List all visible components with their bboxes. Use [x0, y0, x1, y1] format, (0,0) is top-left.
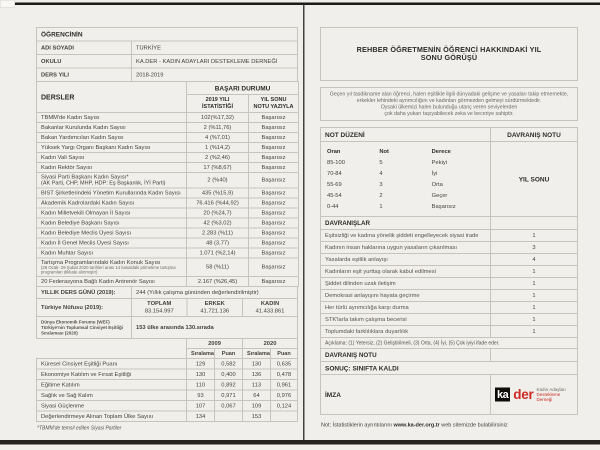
kader-logo-line2: Destekleme Derneği	[536, 392, 561, 402]
ranking-name: Ekonomiye Katılım ve Fırsat Eşitliği	[37, 369, 187, 380]
table-row	[321, 362, 578, 375]
course-name-cell	[37, 208, 187, 218]
behavior-name: Kadının insan haklarına uygun yasaların çıkarılması	[321, 242, 491, 254]
behavior-grade-label: DAVRANIŞ NOTU	[321, 349, 491, 362]
rankings-table	[36, 338, 298, 422]
behavior-score: 3	[491, 242, 578, 254]
ranking-value: 0,124	[271, 401, 298, 412]
course-grade: Başarısız	[249, 143, 299, 153]
ranking-value: 129	[187, 359, 215, 370]
scan-corner-artifact	[0, 0, 15, 8]
table-row	[321, 217, 578, 230]
course-row	[37, 143, 299, 153]
course-name-cell	[37, 153, 187, 163]
course-name-cell	[37, 218, 187, 228]
grade-scale-value: 45-54	[327, 192, 342, 199]
courses-table	[36, 81, 299, 287]
course-name-cell	[37, 258, 187, 277]
table-row	[37, 41, 298, 55]
ranking-value: 0,582	[215, 359, 243, 370]
rankings-subhead-rank-2020: Sıralama	[243, 349, 271, 359]
ranking-value: 0,478	[271, 369, 298, 380]
student-year-value: 2018-2019	[132, 68, 298, 82]
course-row	[37, 123, 299, 133]
behavior-score: 1	[491, 302, 578, 314]
course-row	[37, 173, 299, 188]
course-grade: Başarısız	[249, 123, 299, 133]
rankings-year-2009: 2009	[187, 339, 243, 349]
signature-label: İMZA	[321, 375, 491, 415]
ranking-name: Küresel Cinsiyet Eşitliği Puanı	[37, 359, 187, 370]
student-school-value: KA.DER - KADIN ADAYLARI DESTEKLEME DERNEĞİ	[132, 55, 298, 69]
opinion-line: erkekler lehindeki ayrımcılığını ve kadınları görmezden gelmeyi sürdürmektedir.	[356, 97, 542, 104]
ranking-value: 0,892	[215, 380, 243, 391]
course-grade: Başarısız	[249, 173, 299, 188]
course-grade: Başarısız	[249, 228, 299, 238]
scan-bottom-edge	[0, 440, 600, 445]
behavior-name: Yasalarda eşitlik anlayışı	[321, 254, 491, 266]
grade-scale-value: 70-84	[327, 170, 342, 177]
course-grade: Başarısız	[249, 163, 299, 173]
behavior-score: 1	[491, 278, 578, 290]
course-grade: Başarısız	[249, 277, 299, 287]
course-name-cell	[37, 228, 187, 238]
population-male-cell	[187, 299, 243, 317]
behaviors-title: DAVRANIŞLAR	[321, 217, 491, 230]
course-name-cell	[37, 123, 187, 133]
kader-logo-cell	[491, 375, 578, 415]
grade-scale-title: NOT DÜZENİ	[321, 128, 491, 142]
school-days-value: 244 (Yıllık çalışma gününden değerlendirilmiştir)	[132, 287, 298, 299]
behavior-row	[321, 314, 578, 326]
ranking-row	[37, 359, 298, 370]
course-name-cell	[37, 277, 187, 287]
course-stat: 1 (%14,2)	[187, 143, 249, 153]
behavior-name: Demokrasi anlayışını hayata geçirme	[321, 290, 491, 302]
course-row	[37, 198, 299, 208]
behavior-name: STK'larla takım çalışma becerisi	[321, 314, 491, 326]
course-name-cell	[37, 133, 187, 143]
behavior-score: 1	[491, 326, 578, 338]
behavior-grade-header: DAVRANIŞ NOTU	[491, 128, 578, 142]
course-row	[37, 238, 299, 248]
course-name-cell	[37, 248, 187, 258]
course-row	[37, 153, 299, 163]
ranking-value: 0,961	[271, 380, 298, 391]
right-page	[320, 27, 578, 428]
kader-logo-line1: Kadın Adayları	[536, 387, 566, 392]
student-year-label: DERS YILI	[37, 68, 132, 82]
ranking-row	[37, 380, 298, 391]
ranking-value: 130	[187, 369, 215, 380]
ranking-value: 109	[243, 401, 271, 412]
course-grade: Başarısız	[249, 133, 299, 143]
course-name: Bakan Yardımcıları Kadın Sayısı	[41, 134, 124, 141]
left-page	[36, 27, 298, 431]
ranking-row	[37, 390, 298, 401]
behavior-score: 1	[491, 314, 578, 326]
grade-scale-value: 2	[379, 192, 383, 199]
course-name-note: (28 Ocak- 29 Şubat 2020 tarihleri arası 14 kanaldaki primetime tartışma programları dikkate alınmıştır)	[41, 264, 176, 275]
grade-scale-value: 3	[379, 181, 383, 188]
course-name: Siyasi Parti Başkanı Kadın Sayısı*	[41, 174, 129, 180]
table-row	[321, 128, 578, 142]
grade-scale-value: Geçer	[431, 192, 448, 199]
ranking-value: 107	[187, 401, 215, 412]
courses-header: DERSLER	[37, 82, 187, 113]
behavior-row	[321, 278, 578, 290]
course-row	[37, 188, 299, 198]
course-name-cell	[37, 143, 187, 153]
course-name: Bakanlar Kurulunda Kadın Sayısı	[41, 124, 126, 131]
course-stat: 58 (%11)	[187, 258, 249, 277]
course-name: Yüksek Yargı Organı Başkanı Kadın Sayısı	[41, 144, 151, 151]
course-row	[37, 248, 299, 258]
grade-scale-value: 4	[379, 170, 383, 177]
ranking-name: Değerlendirmeye Alınan Toplam Ülke Sayısı	[37, 411, 187, 422]
course-name-cell	[37, 188, 187, 198]
result-line: SONUÇ: SINIFTA KALDI	[321, 362, 578, 375]
course-stat: 20 (%24,7)	[187, 208, 249, 218]
ranking-value: 130	[243, 359, 271, 370]
year-end-cell: YIL SONU	[491, 142, 578, 217]
course-grade: Başarısız	[249, 198, 299, 208]
table-row	[37, 349, 298, 359]
wef-value: 153 ülke arasında 130.sırada	[132, 317, 298, 339]
opinion-line: Geçen yıl tasdikname alan öğrenci, halen eşitlikle ilgili dünyadaki gelişme ve yasaları takip etmemekte,	[329, 91, 569, 97]
course-row	[37, 163, 299, 173]
rankings-year-2020: 2020	[243, 339, 298, 349]
course-name: Kadın Vali Sayısı	[41, 154, 85, 161]
course-stat: 435 (%15,9)	[187, 188, 249, 198]
grade-scale-value: 55-69	[327, 181, 342, 188]
behavior-row	[321, 254, 578, 266]
kader-logo-ka: ka	[497, 388, 509, 401]
grade-column-header: YIL SONU NOTU YAZIYLA	[249, 95, 299, 113]
course-name: Kadın Muhtar Sayısı	[41, 249, 94, 256]
course-name: TBMM'de Kadın Sayısı	[41, 114, 100, 121]
course-name: Akademik Kadrolardaki Kadın Sayısı	[41, 199, 135, 206]
kader-logo-text	[537, 387, 573, 402]
table-row	[37, 82, 299, 95]
course-grade: Başarısız	[249, 258, 299, 277]
website-note-suffix: web sitemizde bulabilirsiniz	[441, 422, 508, 428]
course-row	[37, 258, 299, 277]
page-fold-line	[303, 5, 305, 441]
course-name-cell	[37, 173, 187, 188]
student-name-value: TÜRKİYE	[132, 41, 298, 55]
grade-scale-value: 5	[379, 159, 383, 166]
behavior-row	[321, 230, 578, 242]
grade-scale-value: 85-100	[327, 159, 345, 166]
ranking-value: 0,976	[271, 390, 298, 401]
table-row	[37, 317, 298, 339]
behavior-name: Toplumdaki farklılıklara duyarlılık	[321, 326, 491, 338]
table-row	[321, 349, 578, 362]
table-row	[321, 338, 578, 349]
behavior-row	[321, 290, 578, 302]
course-stat: 2 (%40)	[187, 173, 249, 188]
grade-scale-col-header: Oran	[327, 148, 341, 155]
course-row	[37, 113, 299, 123]
course-stat: 2.283 (%11)	[187, 228, 249, 238]
ranking-row	[37, 401, 298, 412]
success-status-header: BAŞARI DURUMU	[187, 82, 299, 95]
grade-scale-row	[327, 168, 484, 179]
grade-scale-cell	[321, 142, 491, 217]
course-row	[37, 208, 299, 218]
rankings-empty-header	[37, 339, 187, 349]
ranking-name: Siyasi Güçlenme	[37, 401, 187, 412]
course-name-cell	[37, 198, 187, 208]
table-row	[37, 339, 298, 349]
behavior-name: Eşitsizliği ve kadına yönelik şiddeti engelleyecek siyasi irade	[321, 230, 491, 242]
kader-logo-der: der	[513, 386, 534, 402]
behavior-score: 1	[491, 290, 578, 302]
opinion-line: Oysaki ülkemizi halen bulunduğu utanç veren seviyelerden	[380, 104, 518, 110]
score-legend: Açıklama: (1) Yetersiz, (2) Geliştirilmeli, (3) Orta, (4) İyi, (5) Çok iyiyi ifade eder.	[321, 338, 578, 349]
population-total-value: 83.154.997	[144, 308, 174, 315]
course-name-cell	[37, 238, 187, 248]
course-name-note: (AK Parti, CHP, MHP, HDP: Eş Başkanlık, İYİ Parti)	[41, 180, 166, 186]
population-female-cell	[243, 299, 298, 317]
opinion-line: çok daha yukarı taşıyabilecek zeka ve beceriye sahiptir.	[384, 110, 514, 117]
behavior-name: Kadınların eşit yurttaş olarak kabul edilmesi	[321, 266, 491, 278]
student-school-label: OKULU	[37, 55, 132, 69]
course-row	[37, 277, 299, 287]
school-days-label: YILLIK DERS GÜNÜ (2019):	[37, 287, 132, 299]
course-name: Kadın Belediye Meclis Üyesi Sayısı	[41, 229, 132, 236]
ranking-name: Sağlık ve Sağ Kalım	[37, 390, 187, 401]
ranking-value: 0,067	[215, 401, 243, 412]
course-stat: 42 (%3,02)	[187, 218, 249, 228]
course-stat: 48 (3,77)	[187, 238, 249, 248]
kader-logo	[495, 387, 573, 402]
behavior-score: 1	[491, 230, 578, 242]
scan-top-edge	[15, 3, 600, 6]
population-total-cell	[132, 299, 188, 317]
behavior-score: 1	[491, 266, 578, 278]
student-name-label: ADI SOYADI	[37, 41, 132, 55]
ranking-value: 110	[187, 380, 215, 391]
course-stat: 4 (%7,01)	[187, 133, 249, 143]
grade-scale-value: 0-44	[327, 203, 339, 210]
table-row	[321, 375, 578, 415]
course-row	[37, 133, 299, 143]
course-grade: Başarısız	[249, 188, 299, 198]
behavior-name: Şiddet dilinden uzak iletişim	[321, 278, 491, 290]
table-row	[37, 28, 298, 42]
ranking-value: 113	[243, 380, 271, 391]
behavior-name: Her türlü ayrımcılığa karşı durma	[321, 302, 491, 314]
course-grade: Başarısız	[249, 218, 299, 228]
table-row	[37, 287, 298, 299]
grade-scale-grid	[327, 146, 484, 212]
grade-scale-value: Orta	[431, 181, 443, 188]
parties-footnote: *TBMM'de temsil edilen Siyasi Partiler	[37, 425, 122, 432]
course-grade: Başarısız	[249, 113, 299, 123]
population-male-header: ERKEK	[204, 300, 225, 307]
behavior-row	[321, 242, 578, 254]
grade-scale-header-row	[327, 146, 484, 157]
grade-scale-row	[327, 201, 484, 212]
rankings-empty-header	[37, 349, 187, 359]
table-row	[37, 68, 298, 82]
table-row	[321, 142, 578, 217]
grade-scale-value: Başarısız	[431, 203, 456, 210]
ranking-value	[271, 411, 298, 422]
grade-scale-col-header: Not	[379, 148, 389, 155]
course-row	[37, 218, 299, 228]
grade-scale-value: 1	[379, 203, 383, 210]
ranking-value	[215, 411, 243, 422]
course-name: Kadın Milletvekili Olmayan İl Sayısı	[41, 209, 131, 216]
course-row	[37, 228, 299, 238]
ranking-value: 93	[187, 390, 215, 401]
course-name: BIST Şirketlerindeki Yönetim Kurullarında Kadın Sayısı	[41, 189, 181, 196]
behavior-score: 4	[491, 254, 578, 266]
teacher-opinion-title: REHBER ÖĞRETMENİN ÖĞRENCİ HAKKINDAKİ YIL SONU GÖRÜŞÜ	[320, 27, 578, 81]
ranking-value: 0,971	[215, 390, 243, 401]
behaviors-body	[321, 230, 578, 338]
rankings-body	[37, 359, 298, 422]
course-name: Kadın İl Genel Meclis Üyesi Sayısı	[41, 239, 129, 246]
courses-body	[37, 113, 299, 287]
ranking-value: 136	[243, 369, 271, 380]
student-info-table	[36, 27, 298, 82]
table-row	[37, 55, 298, 69]
website-note	[320, 422, 578, 428]
course-stat: 102(%17,32)	[187, 113, 249, 123]
course-stat: 76.416 (%44,92)	[187, 198, 249, 208]
course-stat: 1.071 (%2,14)	[187, 248, 249, 258]
course-grade: Başarısız	[249, 248, 299, 258]
course-name: Tartışma Programlarındaki Kadın Konuk Sayısı	[41, 259, 161, 266]
rankings-subhead-score-2020: Puan	[271, 349, 298, 359]
table-row	[37, 299, 298, 317]
stat-column-header: 2019 YILI İSTATİSTİĞİ	[187, 95, 249, 113]
grade-scale-row	[327, 190, 484, 201]
population-female-header: KADIN	[260, 300, 280, 307]
summary-table	[36, 286, 298, 339]
behavior-row	[321, 266, 578, 278]
course-stat: 2.167 (%26,45)	[187, 277, 249, 287]
population-female-value: 41.433.861	[255, 308, 285, 315]
behaviors-title-spacer	[491, 217, 578, 230]
grade-scale-value: Pekiyi	[431, 159, 447, 166]
ranking-value: 0,635	[271, 359, 298, 370]
grade-scale-row	[327, 157, 484, 168]
population-label: Türkiye Nüfusu (2019):	[37, 299, 132, 317]
grade-scale-col-header: Derece	[431, 148, 451, 155]
ranking-name: Eğitime Katılım	[37, 380, 187, 391]
population-total-header: TOPLAM	[147, 300, 172, 307]
ranking-row	[37, 411, 298, 422]
grade-scale-row	[327, 179, 484, 190]
course-grade: Başarısız	[249, 153, 299, 163]
wef-label: Dünya Ekonomik Forumu (WEF) Türkiye'nin Toplumsal Cinsiyet Eşitliği Sıralaması (2020)	[37, 317, 132, 339]
course-stat: 2 (%2,46)	[187, 153, 249, 163]
grades-behavior-table	[320, 127, 578, 415]
course-name-cell	[37, 113, 187, 123]
teacher-opinion-text	[320, 87, 578, 121]
behavior-row	[321, 302, 578, 314]
website-url: www.ka-der.org.tr	[393, 422, 440, 428]
student-section-title: ÖĞRENCİNİN	[37, 28, 298, 42]
ranking-value: 64	[243, 390, 271, 401]
course-name: Kadın Belediye Başkanı Sayısı	[41, 219, 120, 226]
course-grade: Başarısız	[249, 208, 299, 218]
ranking-value: 153	[243, 411, 271, 422]
rankings-subhead-score-2009: Puan	[215, 349, 243, 359]
rankings-subhead-rank-2009: Sıralama	[187, 349, 215, 359]
population-male-value: 41.721.136	[200, 308, 230, 315]
course-name-cell	[37, 163, 187, 173]
course-name: Kadın Rektör Sayısı	[41, 164, 93, 171]
grade-scale-value: İyi	[431, 170, 438, 177]
ranking-row	[37, 369, 298, 380]
behavior-row	[321, 326, 578, 338]
course-name: 20 Federasyona Bağlı Kadın Antrenör Sayısı	[41, 278, 155, 285]
ranking-value: 134	[187, 411, 215, 422]
course-grade: Başarısız	[249, 238, 299, 248]
ranking-value: 0,400	[215, 369, 243, 380]
behavior-grade-value-cell	[491, 349, 578, 362]
course-stat: 2 (%11,76)	[187, 123, 249, 133]
course-stat: 17 (%8,67)	[187, 163, 249, 173]
website-note-prefix: Not: İstatistiklerin ayrıntılarını	[321, 422, 392, 428]
